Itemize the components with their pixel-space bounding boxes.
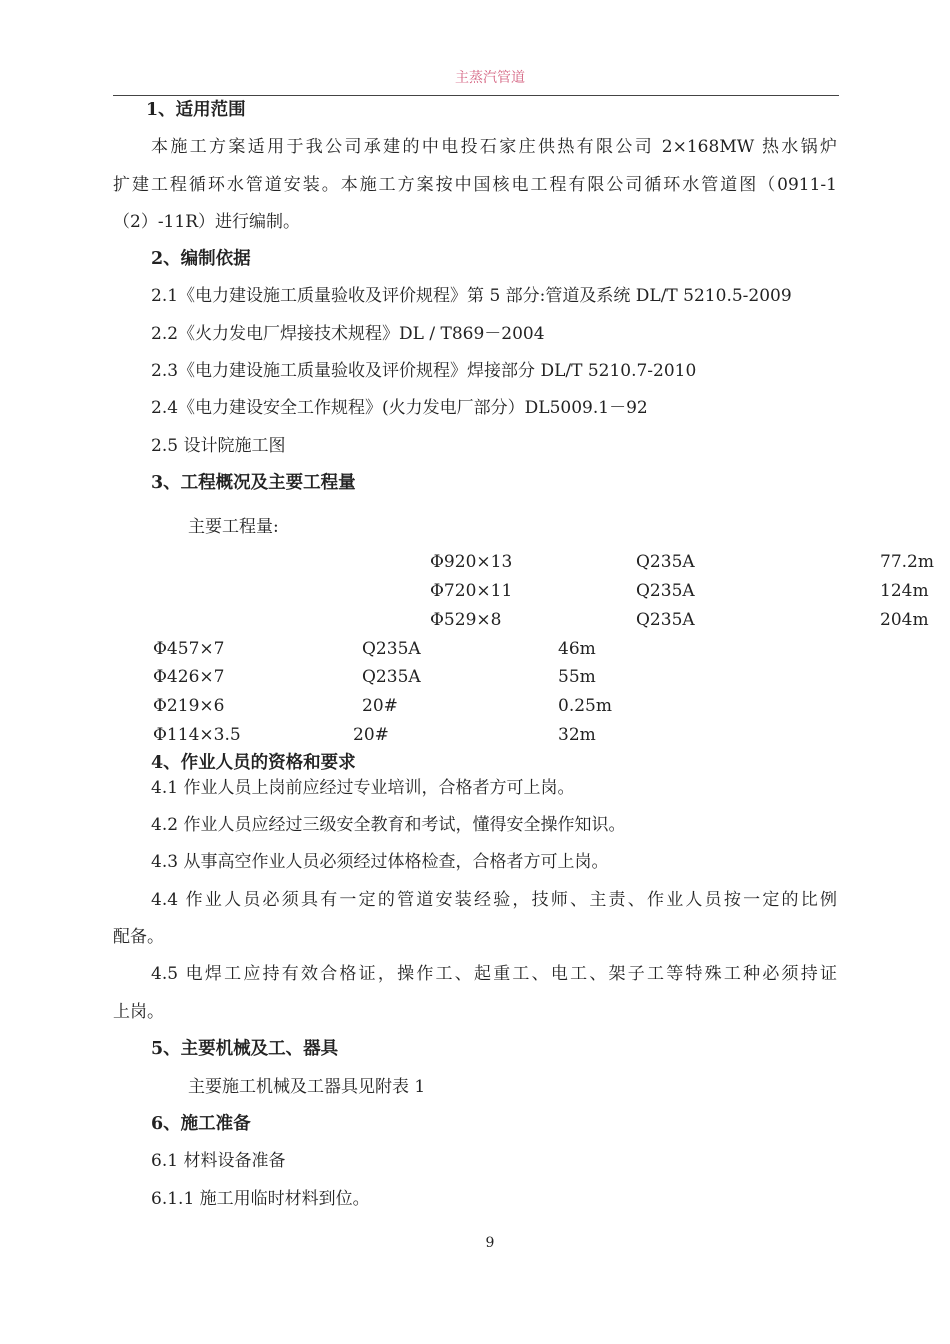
preparation-item: 6.1 材料设备准备 [151,1151,286,1171]
pipe-material: Q235A [636,610,695,630]
pipe-length: 77.2m [880,552,934,572]
pipe-size: Φ529×8 [430,610,502,630]
pipe-material: Q235A [362,667,421,687]
pipe-material: 20# [353,725,389,745]
section-4-heading: 4、作业人员的资格和要求 [151,753,356,773]
section-3-heading: 3、工程概况及主要工程量 [151,473,356,493]
pipe-size: Φ457×7 [153,639,225,659]
pipe-length: 32m [558,725,596,745]
reference-item: 2.5 设计院施工图 [151,436,286,456]
section-1-heading: 1、适用范围 [146,100,246,120]
requirement-item: 4.1 作业人员上岗前应经过专业培训，合格者方可上岗。 [151,778,575,798]
section-5-text: 主要施工机械及工器具见附表 1 [188,1077,426,1097]
pipe-material: 20# [362,696,398,716]
pipe-length: 46m [558,639,596,659]
pipe-size: Φ114×3.5 [153,725,241,745]
requirement-item-line-1: 4.5 电焊工应持有效合格证，操作工、起重工、电工、架子工等特殊工种必须持证 [151,964,837,984]
requirement-item-line-1: 4.4 作业人员必须具有一定的管道安装经验，技师、主责、作业人员按一定的比例 [151,890,837,910]
page-number: 9 [485,1235,495,1251]
preparation-subitem: 6.1.1 施工用临时材料到位。 [151,1189,370,1209]
section-6-heading: 6、施工准备 [151,1114,251,1134]
running-header-title: 主蒸汽管道 [455,70,525,86]
requirement-item: 4.2 作业人员应经过三级安全教育和考试，懂得安全操作知识。 [151,815,626,835]
pipe-material: Q235A [362,639,421,659]
reference-item: 2.4《电力建设安全工作规程》(火力发电厂部分）DL5009.1－92 [151,398,648,418]
requirement-item: 4.3 从事高空作业人员必须经过体格检查，合格者方可上岗。 [151,852,609,872]
section-1-paragraph-line-2: 扩建工程循环水管道安装。本施工方案按中国核电工程有限公司循环水管道图（0911-1 [113,175,837,195]
pipe-length: 204m [880,610,929,630]
pipe-length: 0.25m [558,696,612,716]
header-divider [113,95,839,96]
section-5-heading: 5、主要机械及工、器具 [151,1039,339,1059]
section-2-heading: 2、编制依据 [151,249,251,269]
pipe-length: 55m [558,667,596,687]
pipe-size: Φ920×13 [430,552,513,572]
section-1-paragraph-line-3: （2）-11R）进行编制。 [113,212,300,232]
reference-item: 2.1《电力建设施工质量验收及评价规程》第 5 部分:管道及系统 DL/T 5210.5-2009 [151,286,792,306]
quantities-subheading: 主要工程量: [188,517,279,537]
pipe-size: Φ426×7 [153,667,225,687]
pipe-size: Φ219×6 [153,696,225,716]
reference-item: 2.2《火力发电厂焊接技术规程》DL / T869－2004 [151,324,545,344]
requirement-item-line-2: 配备。 [113,927,164,947]
reference-item: 2.3《电力建设施工质量验收及评价规程》焊接部分 DL/T 5210.7-2010 [151,361,697,381]
pipe-size: Φ720×11 [430,581,513,601]
requirement-item-line-2: 上岗。 [113,1002,164,1022]
pipe-material: Q235A [636,581,695,601]
section-1-paragraph-line-1: 本施工方案适用于我公司承建的中电投石家庄供热有限公司 2×168MW 热水锅炉 [151,137,837,157]
pipe-length: 124m [880,581,929,601]
pipe-material: Q235A [636,552,695,572]
